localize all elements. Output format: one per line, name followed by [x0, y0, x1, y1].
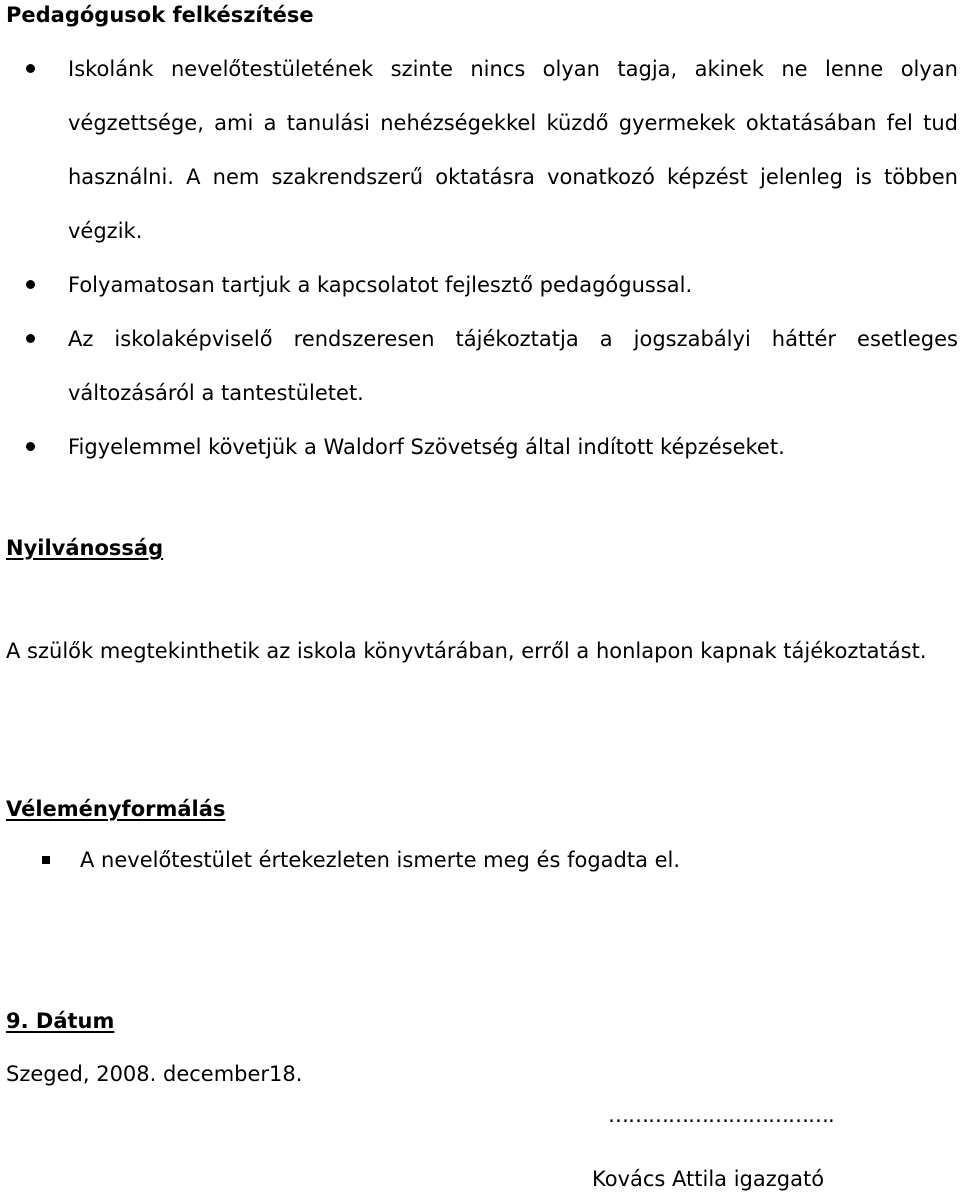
opinion-bullet-text: A nevelőtestület értekezleten ismerte meg és fogadta el.	[80, 848, 681, 872]
bullet-dot-icon	[26, 64, 35, 73]
teacher-training-bullet-4	[68, 420, 958, 474]
bullet-text: Figyelemmel követjük a Waldorf Szövetség által indított képzéseket.	[68, 435, 785, 459]
section-title-date: 9. Dátum	[6, 1009, 115, 1033]
bullet-dot-icon	[26, 442, 35, 451]
teacher-training-bullet-3	[68, 312, 958, 420]
teacher-training-bullet-1	[68, 42, 958, 258]
section-title-teacher-training: Pedagógusok felkészítése	[6, 3, 314, 27]
signature-name: Kovács Attila igazgató	[592, 1167, 825, 1191]
section-title-opinion: Véleményformálás	[6, 797, 226, 821]
bullet-text: Iskolánk nevelőtestületének szinte nincs olyan tagja, akinek ne lenne olyan végzettsége, ami a tanulási nehézségekkel küzdő gyermekek oktatásában fel tud használni. A nem szakrendszerű oktatásra vonatkozó képzést jelenleg is többen végzik.	[68, 57, 958, 243]
signature-line: …………………………….	[608, 1103, 834, 1127]
place-and-date: Szeged, 2008. december18.	[6, 1062, 303, 1086]
bullet-text: Az iskolaképviselő rendszeresen tájékoztatja a jogszabályi háttér esetleges változásáról a tantestületet.	[68, 327, 958, 405]
teacher-training-bullet-2	[68, 258, 958, 312]
bullet-square-icon	[42, 856, 50, 864]
section-title-publicity: Nyilvánosság	[6, 536, 164, 560]
bullet-text: Folyamatosan tartjuk a kapcsolatot fejlesztő pedagógussal.	[68, 273, 693, 297]
bullet-dot-icon	[26, 280, 35, 289]
bullet-dot-icon	[26, 334, 35, 343]
publicity-paragraph: A szülők megtekinthetik az iskola könyvtárában, erről a honlapon kapnak tájékoztatást.	[6, 639, 927, 663]
